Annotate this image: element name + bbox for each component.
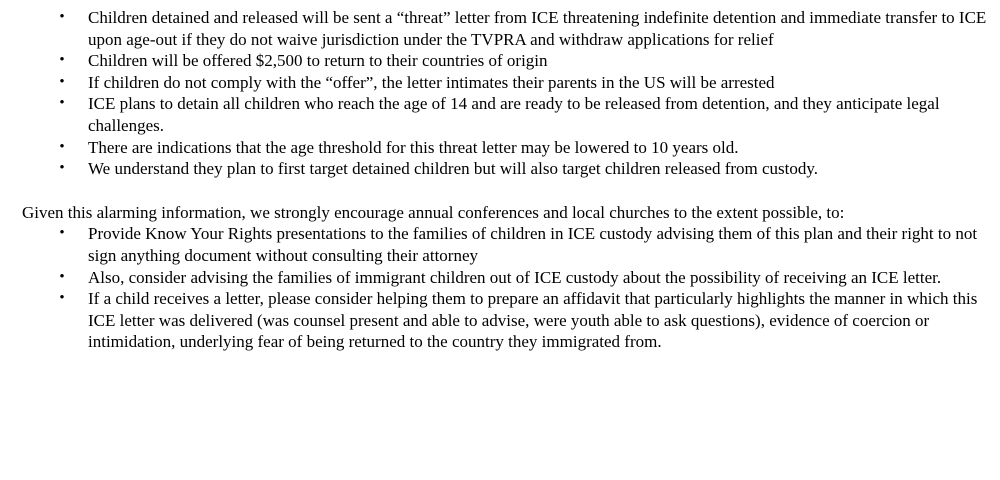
list-item-text: There are indications that the age threshold for this threat letter may be lowered to 10 years old. [88, 137, 739, 157]
list-item [0, 223, 1000, 266]
list-item-text: Provide Know Your Rights presentations to the families of children in ICE custody advising them of this plan and their right to not sign anything document without consulting their attorney [88, 224, 978, 265]
bullet-icon: • [59, 73, 65, 90]
paragraph-spacer [0, 180, 1000, 202]
list-item [0, 158, 1000, 180]
recommendations-list [0, 223, 1000, 353]
list-item [0, 267, 1000, 289]
list-item [0, 288, 1000, 353]
list-item-text: ICE plans to detain all children who reach the age of 14 and are ready to be released from detention, and they anticipate legal challenges. [88, 94, 940, 135]
list-item-text: If a child receives a letter, please consider helping them to prepare an affidavit that particularly highlights the manner in which this ICE letter was delivered (was counsel present and able to advise, were youth able to ask questions), evidence of coercion or intimidation, underlying fear of being returned to the country they immigrated from. [88, 289, 978, 352]
list-item [0, 50, 1000, 72]
list-item [0, 137, 1000, 159]
list-item [0, 72, 1000, 94]
bullet-icon: • [59, 225, 65, 242]
document-page [0, 7, 1000, 353]
list-item-text: Children will be offered $2,500 to return to their countries of origin [88, 51, 548, 71]
bullet-icon: • [59, 268, 65, 285]
bullet-icon: • [59, 52, 65, 69]
list-item [0, 7, 1000, 50]
bullet-icon: • [59, 160, 65, 177]
bullet-icon: • [59, 9, 65, 25]
intro-paragraph: Given this alarming information, we strongly encourage annual conferences and local churches to the extent possible, to: [22, 202, 845, 222]
list-item [0, 93, 1000, 136]
list-item-text: If children do not comply with the “offer”, the letter intimates their parents in the US will be arrested [88, 72, 775, 92]
list-item-text: We understand they plan to first target detained children but will also target children released from custody. [88, 159, 819, 179]
bullet-icon: • [59, 290, 65, 307]
list-item-text: Also, consider advising the families of immigrant children out of ICE custody about the possibility of receiving an ICE letter. [88, 267, 942, 287]
bullet-icon: • [59, 138, 65, 155]
ice-letter-facts-list [0, 7, 1000, 180]
bullet-icon: • [59, 95, 65, 112]
list-item-text: Children detained and released will be sent a “threat” letter from ICE threatening indefinite detention and immediate transfer to ICE upon age-out if they do not waive jurisdiction under the TVPRA and withdraw applications for relief [88, 8, 987, 49]
